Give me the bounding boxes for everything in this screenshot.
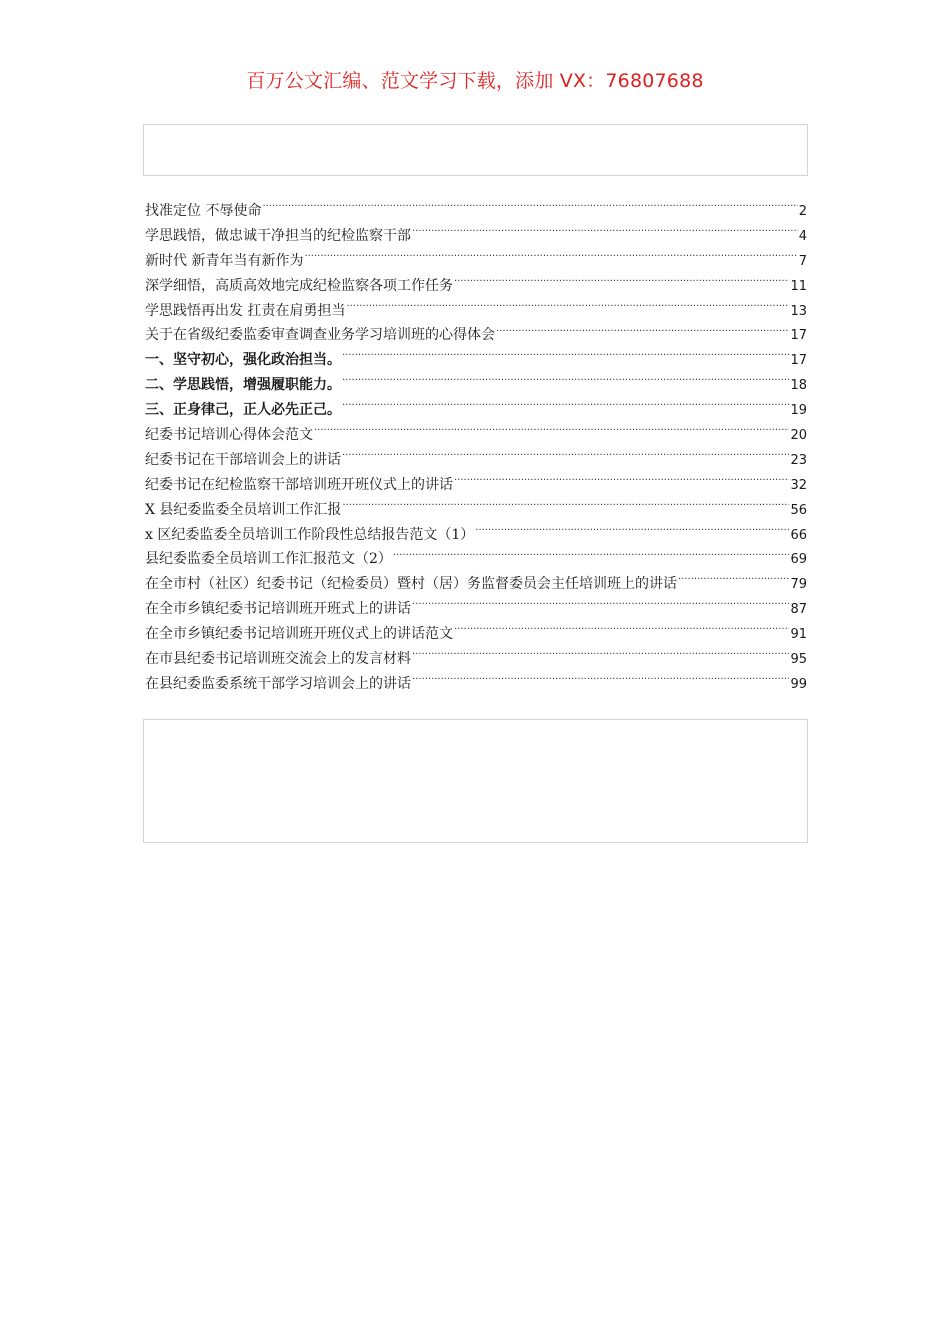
toc-entry-page: 17 (790, 328, 807, 344)
toc-entry[interactable] (145, 448, 807, 473)
toc-entry-title: 二、学思践悟，增强履职能力。 (145, 377, 341, 394)
top-empty-box (143, 124, 808, 176)
toc-entry-page: 13 (790, 303, 807, 319)
toc-entry-page: 56 (790, 502, 807, 518)
toc-entry-title: X 县纪委监委全员培训工作汇报 (145, 501, 342, 518)
toc-entry-page: 2 (798, 204, 807, 219)
toc-leader-dots (262, 201, 797, 215)
toc-leader-dots (412, 599, 789, 613)
toc-entry[interactable] (145, 323, 807, 348)
toc-leader-dots (342, 400, 789, 414)
toc-entry-title: 纪委书记在纪检监察干部培训班开班仪式上的讲话 (145, 476, 453, 493)
toc-entry-page: 23 (790, 452, 807, 468)
table-of-contents (145, 199, 807, 697)
toc-entry[interactable] (145, 274, 807, 299)
toc-entry[interactable] (145, 523, 807, 548)
toc-entry-page: 11 (790, 278, 807, 294)
toc-leader-dots (342, 350, 789, 364)
toc-entry-page: 99 (790, 676, 807, 692)
toc-leader-dots (393, 549, 790, 563)
toc-entry[interactable] (145, 373, 807, 398)
toc-leader-dots (342, 375, 789, 389)
toc-entry[interactable] (145, 572, 807, 597)
toc-entry[interactable] (145, 224, 807, 249)
toc-leader-dots (412, 649, 789, 663)
toc-leader-dots (304, 251, 797, 265)
toc-entry-page: 66 (790, 527, 807, 543)
toc-entry-title: 在市县纪委书记培训班交流会上的发言材料 (145, 651, 411, 668)
toc-leader-dots (314, 425, 789, 439)
toc-leader-dots (342, 500, 789, 514)
toc-entry[interactable] (145, 249, 807, 274)
toc-entry-title: 纪委书记培训心得体会范文 (145, 427, 313, 444)
toc-entry-title: 一、坚守初心，强化政治担当。 (145, 352, 341, 369)
toc-entry-title: 学思践悟再出发 扛责在肩勇担当 (145, 302, 346, 319)
toc-leader-dots (678, 574, 789, 588)
toc-entry[interactable] (145, 622, 807, 647)
watermark-banner: 百万公文汇编、范文学习下载，添加 VX：76807688 (246, 70, 704, 92)
toc-leader-dots (342, 450, 789, 464)
toc-entry[interactable] (145, 299, 807, 324)
toc-entry[interactable] (145, 423, 807, 448)
toc-leader-dots (454, 276, 789, 290)
toc-entry[interactable] (145, 547, 807, 572)
toc-entry-title: 在全市乡镇纪委书记培训班开班式上的讲话 (145, 601, 411, 618)
toc-entry-page: 19 (790, 403, 807, 419)
toc-entry[interactable] (145, 498, 807, 523)
toc-entry-page: 95 (790, 652, 807, 668)
toc-entry-page: 7 (798, 253, 807, 269)
toc-entry-title: 县纪委监委全员培训工作汇报范文（2） (145, 551, 392, 568)
toc-leader-dots (454, 475, 789, 489)
toc-entry-title: 找准定位 不辱使命 (145, 203, 262, 219)
toc-entry-title: 在全市乡镇纪委书记培训班开班仪式上的讲话范文 (145, 626, 453, 643)
toc-entry[interactable] (145, 597, 807, 622)
toc-entry-title: 新时代 新青年当有新作为 (145, 252, 304, 269)
toc-entry-title: x 区纪委监委全员培训工作阶段性总结报告范文（1） (145, 526, 475, 543)
toc-entry-page: 79 (790, 577, 807, 593)
toc-entry-title: 学思践悟，做忠诚干净担当的纪检监察干部 (145, 227, 411, 244)
bottom-empty-box (143, 719, 808, 843)
toc-leader-dots (475, 525, 789, 539)
toc-entry[interactable] (145, 672, 807, 697)
toc-entry[interactable] (145, 647, 807, 672)
toc-leader-dots (412, 674, 789, 688)
toc-entry-page: 91 (790, 627, 807, 643)
toc-entry-title: 纪委书记在干部培训会上的讲话 (145, 451, 341, 468)
toc-entry-title: 关于在省级纪委监委审查调查业务学习培训班的心得体会 (145, 327, 495, 344)
toc-entry-page: 4 (798, 228, 807, 244)
toc-entry-title: 深学细悟，高质高效地完成纪检监察各项工作任务 (145, 277, 453, 294)
toc-entry[interactable] (145, 348, 807, 373)
toc-entry-title: 在全市村（社区）纪委书记（纪检委员）暨村（居）务监督委员会主任培训班上的讲话 (145, 576, 677, 593)
toc-entry[interactable] (145, 199, 807, 224)
toc-entry-page: 32 (790, 477, 807, 493)
toc-entry-page: 18 (790, 378, 807, 394)
toc-entry[interactable] (145, 473, 807, 498)
toc-entry-title: 在县纪委监委系统干部学习培训会上的讲话 (145, 675, 411, 692)
toc-leader-dots (454, 624, 789, 638)
toc-leader-dots (412, 226, 798, 240)
toc-entry-page: 69 (790, 552, 807, 568)
toc-entry-page: 17 (790, 353, 807, 369)
toc-entry-page: 87 (790, 602, 807, 618)
toc-leader-dots (346, 301, 789, 315)
toc-entry-title: 三、正身律己，正人必先正己。 (145, 402, 341, 419)
toc-entry-page: 20 (790, 428, 807, 444)
toc-leader-dots (496, 325, 789, 339)
toc-entry[interactable] (145, 398, 807, 423)
